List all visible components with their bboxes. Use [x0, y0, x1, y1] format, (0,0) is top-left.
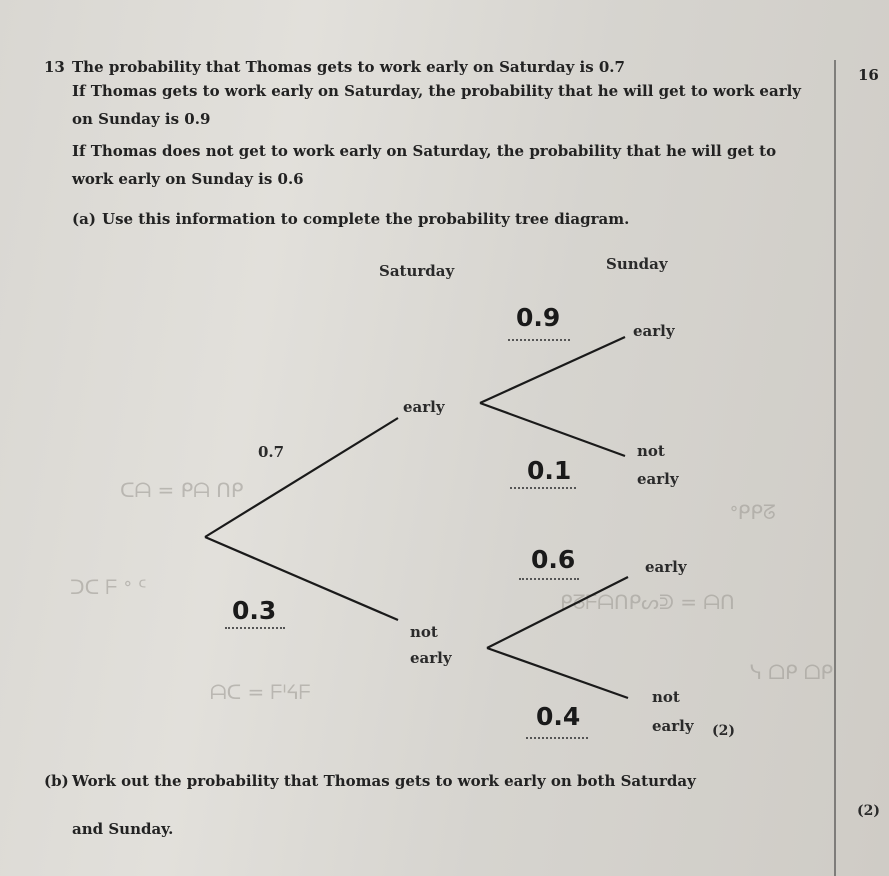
part-a-label: (a)	[72, 210, 96, 228]
part-b-label: (b)	[44, 772, 69, 790]
branch-sunday-not-early	[487, 577, 628, 648]
question-line-5: work early on Sunday is 0.6	[72, 170, 304, 188]
show-through-marks: ᑭᘔᖴᗩᑎᑭᔕᕲ = ᗩᑎ	[560, 590, 735, 614]
show-through-marks: ᗩᑕ = ᖴᑊᔦᖴ	[210, 680, 311, 704]
column-heading-saturday: Saturday	[379, 262, 455, 280]
branch-saturday-early	[205, 418, 398, 537]
part-b-question-line-1: Work out the probability that Thomas gets to work early on both Saturday	[72, 772, 696, 790]
answer-saturday-not: 0.3	[232, 596, 277, 625]
question-line-2: If Thomas gets to work early on Saturday, the probability that he will get to work early	[72, 82, 802, 100]
answer-sunday-not-early: 0.6	[531, 545, 576, 574]
question-line-4: If Thomas does not get to work early on Saturday, the probability that he will get to	[72, 142, 777, 160]
question-line-1: The probability that Thomas gets to work early on Saturday is 0.7	[72, 58, 625, 76]
show-through-marks: ᑕᗩ = ᑭᗩ ᑎᑭ	[120, 478, 244, 502]
part-a-marks: (2)	[712, 723, 735, 739]
outcome-sunday-not-after-early: not	[637, 442, 665, 460]
show-through-marks: ᑐᑕ ᖴ ᐤ ᑦ	[70, 575, 147, 599]
outcome-sunday-early-after-not: early	[645, 558, 687, 576]
answer-line-sunday-early-early	[508, 339, 570, 341]
outcome-saturday-not: not	[410, 623, 438, 641]
part-b-question-line-2: and Sunday.	[72, 820, 174, 838]
show-through-marks: ᐤᑭᑭᘔ	[730, 500, 776, 524]
question-number: 13	[44, 58, 65, 76]
branch-sunday-early-not	[480, 403, 625, 456]
column-heading-sunday: Sunday	[606, 255, 668, 273]
question-line-3: on Sunday is 0.9	[72, 110, 211, 128]
branch-sunday-early-early	[480, 337, 625, 403]
answer-line-sunday-early-not	[510, 487, 576, 489]
answer-line-sunday-not-early	[519, 578, 579, 580]
branch-sunday-not-not	[487, 648, 628, 698]
outcome-sunday-not-early-after-early: early	[637, 470, 679, 488]
prob-saturday-early: 0.7	[258, 443, 285, 461]
outcome-saturday-early: early	[403, 398, 445, 416]
outcome-sunday-not-early-after-not: early	[652, 717, 694, 735]
answer-line-sunday-not-not	[526, 737, 588, 739]
marks-total: 16	[858, 66, 879, 84]
answer-sunday-not-not: 0.4	[536, 702, 581, 731]
show-through-marks: ᓭ ᗝᑭ ᗝᑭ	[750, 660, 834, 684]
outcome-sunday-not-after-not: not	[652, 688, 680, 706]
answer-sunday-early-not: 0.1	[527, 456, 572, 485]
part-b-marks: (2)	[857, 803, 880, 819]
answer-line-saturday-not	[225, 627, 285, 629]
outcome-sunday-early-after-early: early	[633, 322, 675, 340]
outcome-saturday-not-early: early	[410, 649, 452, 667]
part-a-instruction: Use this information to complete the probability tree diagram.	[102, 210, 630, 228]
answer-sunday-early-early: 0.9	[516, 303, 561, 332]
